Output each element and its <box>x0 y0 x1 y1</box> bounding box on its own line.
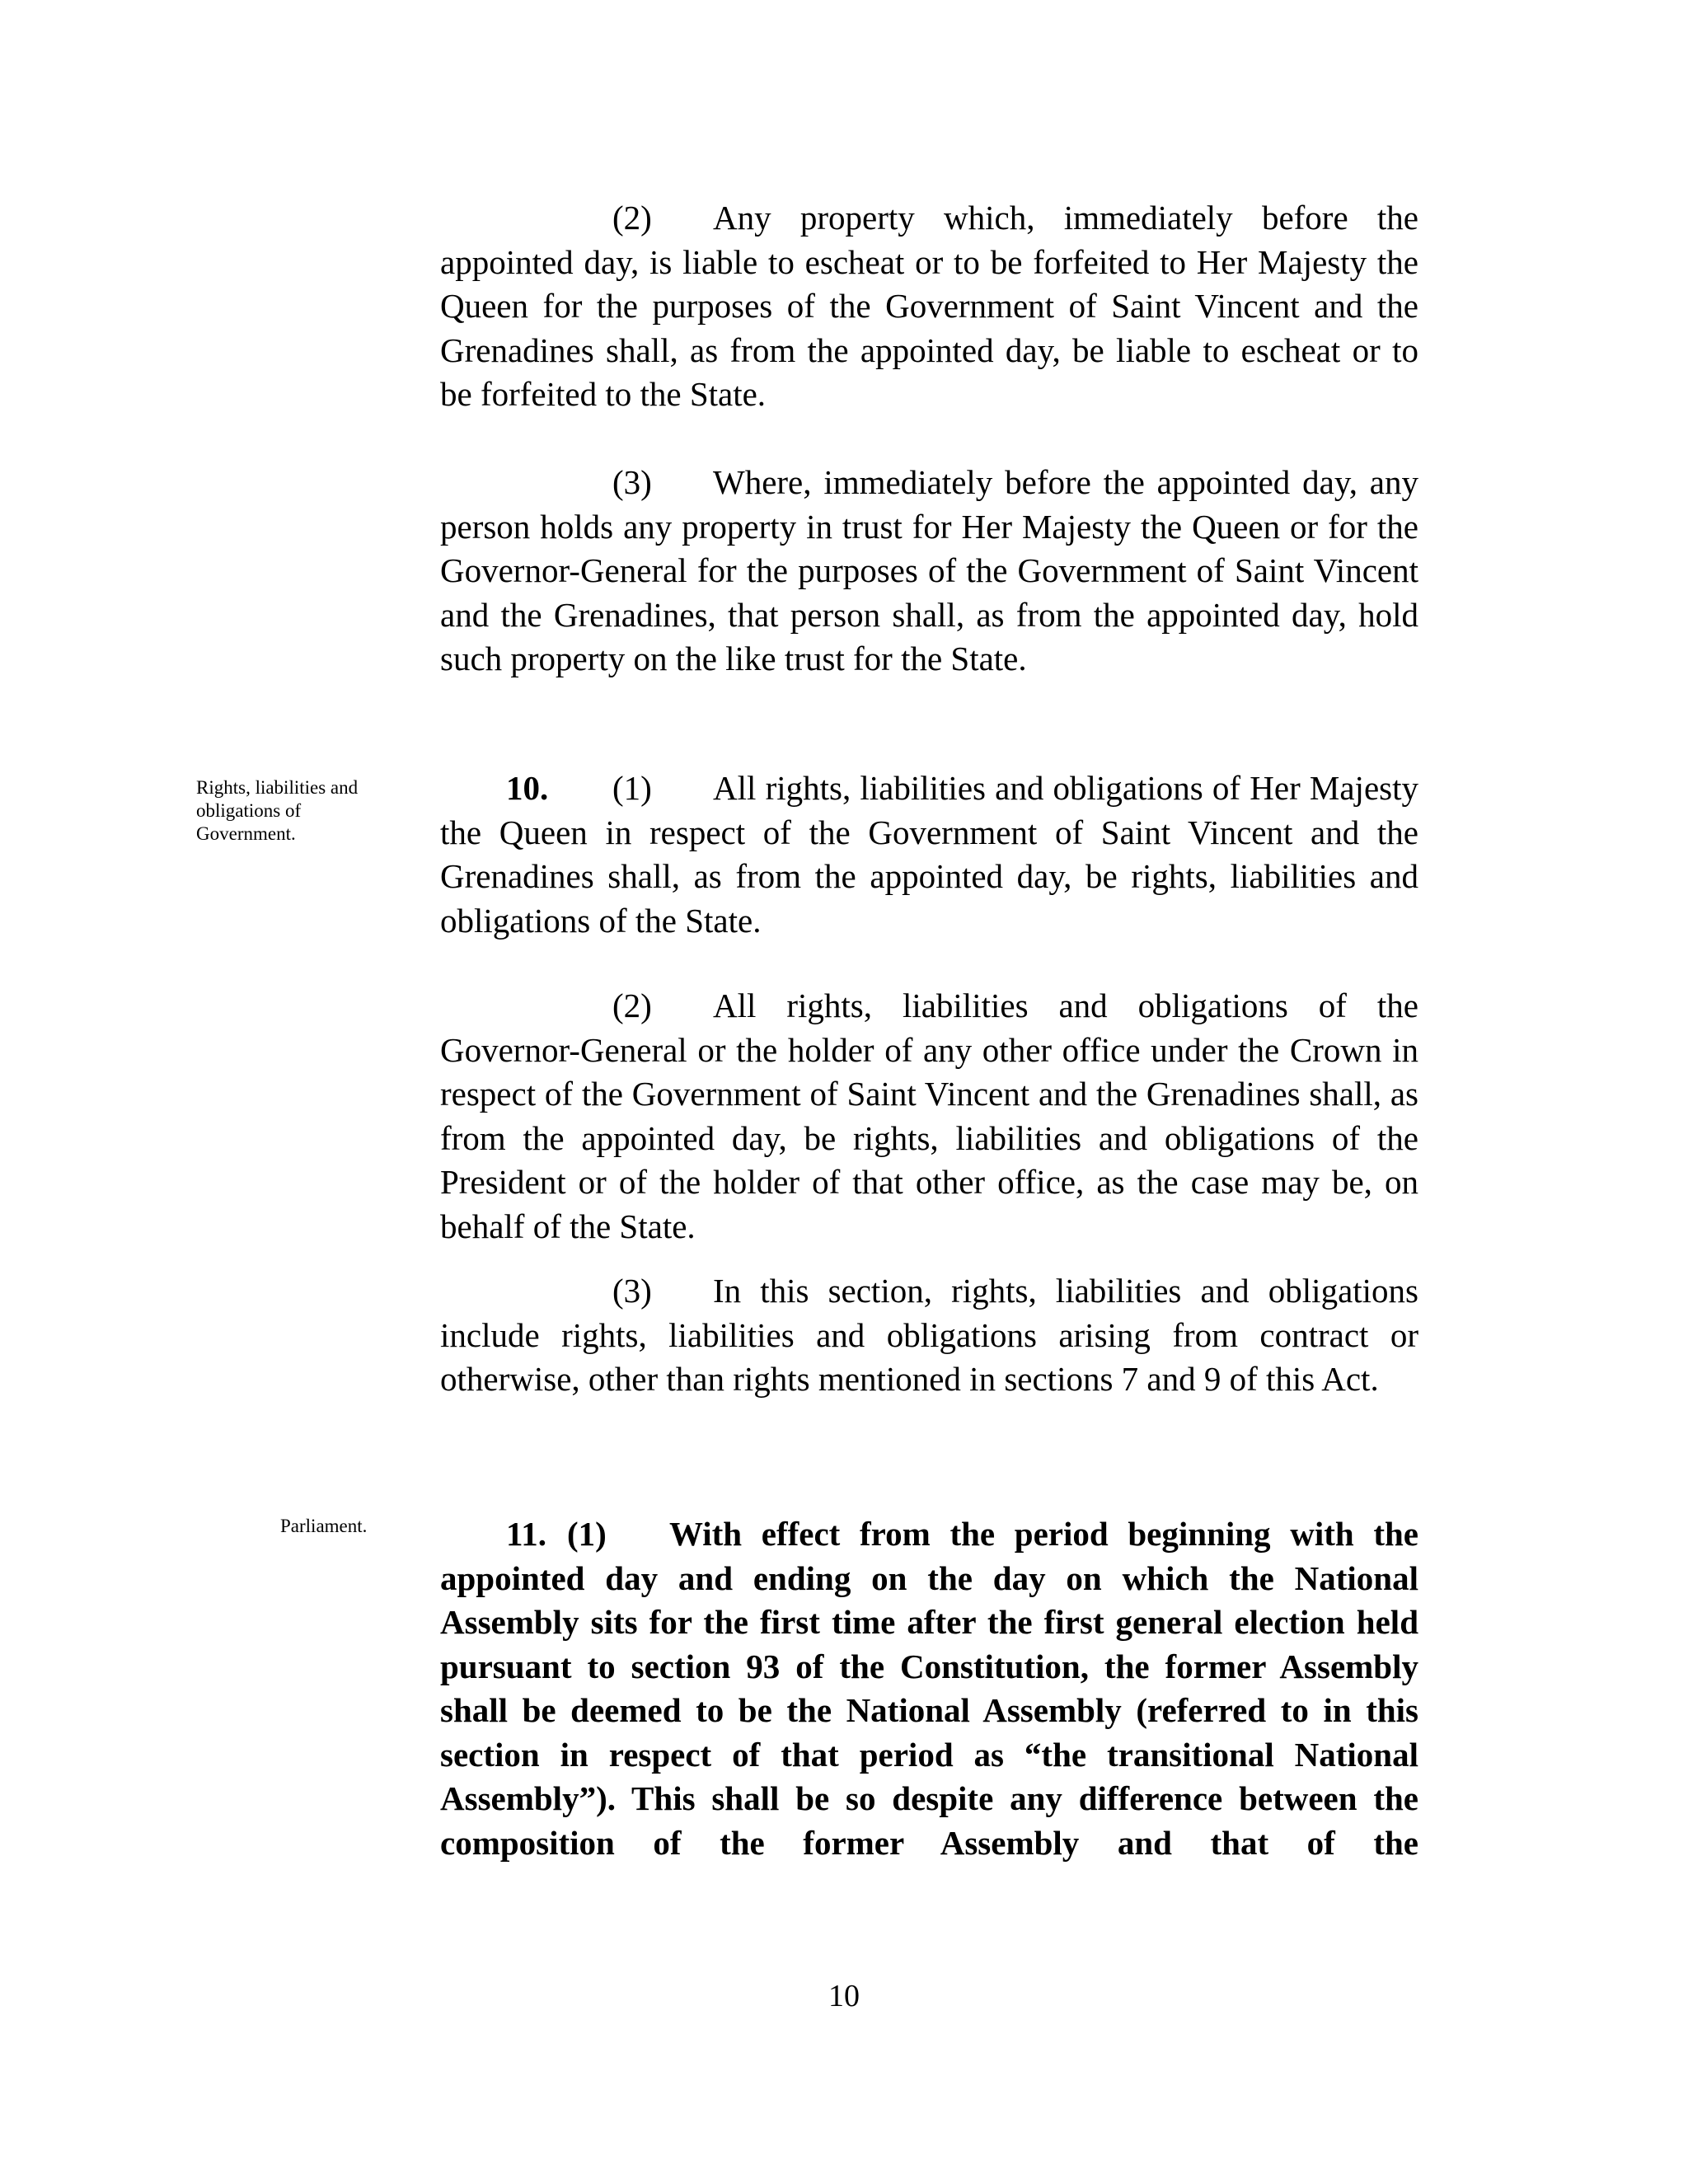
subsection-number: (2) <box>612 987 652 1024</box>
paragraph-text: Any property which, immediately before the appointed day, is liable to escheat or to be forfeited to Her Majesty the Queen for the purposes of the Government of Saint Vincent and the Grenadines shall, as from the appointed day, be liable to escheat or to be forfeited to the State. <box>440 199 1418 413</box>
subsection-number: (3) <box>612 463 652 501</box>
paragraph-text: All rights, liabilities and obligations of the Governor-General or the holder of any other office under the Crown in respect of the Government of Saint Vincent and the Grenadines shall, as from the appointed day, be rights, liabilities and obligations of the President or of the holder of that other office, as the case may be, on behalf of the State. <box>440 987 1418 1245</box>
paragraph-10-3 <box>440 1269 1418 1402</box>
subsection-number: (3) <box>612 1272 652 1310</box>
paragraph-text: All rights, liabilities and obligations of Her Majesty the Queen in respect of the Government of Saint Vincent and the Grenadines shall, as from the appointed day, be rights, liabilities and obligations of the State. <box>440 769 1418 940</box>
page-number: 10 <box>828 1979 860 2013</box>
section-number: 10. <box>506 769 549 807</box>
marginal-note-rights: Rights, liabilities and obligations of Government. <box>196 777 359 844</box>
paragraph-9-3 <box>440 461 1418 682</box>
paragraph-9-2 <box>440 196 1418 417</box>
section-number: 11. <box>506 1515 546 1553</box>
subsection-number: (1) <box>612 769 652 807</box>
paragraph-text: With effect from the period beginning with the appointed day and ending on the day on which the National Assembly sits for the first time after the first general election held pursuant to section 93 of the Constitution, the former Assembly shall be deemed to be the National Assembly (referred to in this section in respect of that period as “the transitional National Assembly”). This shall be so despite any difference between the composition of the former Assembly and that of the <box>440 1515 1418 1862</box>
subsection-number: (1) <box>567 1515 607 1553</box>
paragraph-text: Where, immediately before the appointed day, any person holds any property in trust for Her Majesty the Queen or for the Governor-General for the purposes of the Government of Saint Vincent and the Grenadines, that person shall, as from the appointed day, hold such property on the like trust for the State. <box>440 463 1418 677</box>
paragraph-10-2 <box>440 984 1418 1249</box>
paragraph-11-1 <box>440 1512 1418 1865</box>
marginal-note-parliament: Parliament. <box>280 1516 368 1536</box>
paragraph-10-1 <box>440 766 1418 943</box>
subsection-number: (2) <box>612 199 652 237</box>
paragraph-text: In this section, rights, liabilities and obligations include rights, liabilities and obligations arising from contract or otherwise, other than rights mentioned in sections 7 and 9 of this Act. <box>440 1272 1418 1398</box>
